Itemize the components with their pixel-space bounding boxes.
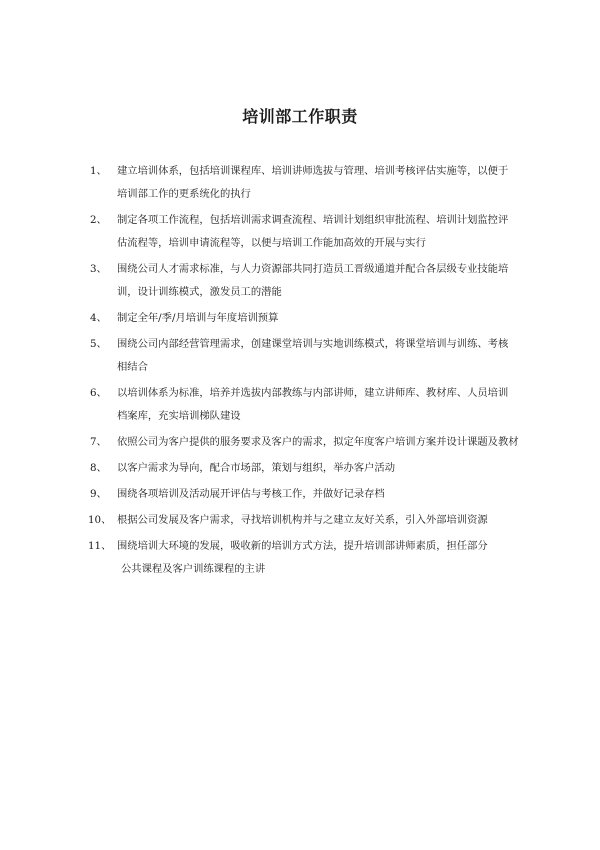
list-item bbox=[90, 535, 530, 581]
list-item-number: 1、 bbox=[90, 165, 107, 177]
list-item-number: 11、 bbox=[88, 540, 112, 552]
list-item-text: 围绕培训大环境的发展，吸收新的培训方式方法，提升培训部讲师素质，担任部分 bbox=[117, 540, 488, 552]
list-item bbox=[90, 333, 530, 379]
list-item bbox=[90, 457, 530, 480]
list-item-number: 2、 bbox=[90, 214, 107, 226]
list-item-number: 6、 bbox=[90, 387, 107, 399]
list-item-number: 5、 bbox=[90, 338, 107, 350]
list-item-number: 10、 bbox=[88, 514, 112, 526]
list-item-number: 3、 bbox=[90, 263, 107, 275]
list-item-text: 围绕各项培训及活动展开评估与考核工作，并做好记录存档 bbox=[117, 488, 385, 500]
list-item-text: 培训部工作的更系统化的执行 bbox=[117, 188, 251, 200]
list-item-text: 围绕公司人才需求标准，与人力资源部共同打造员工晋级通道并配合各层级专业技能培 bbox=[117, 263, 509, 275]
list-item bbox=[90, 258, 530, 304]
list-item-text: 制定各项工作流程，包括培训需求调查流程、培训计划组织审批流程、培训计划监控评 bbox=[117, 214, 509, 226]
list-item bbox=[90, 483, 530, 506]
list-item-text: 档案库，充实培训梯队建设 bbox=[117, 410, 241, 422]
page-title: 培训部工作职责 bbox=[242, 107, 358, 126]
list-item-number: 4、 bbox=[90, 312, 107, 324]
list-item-text: 制定全年/季/月培训与年度培训预算 bbox=[117, 312, 279, 324]
list-item-text: 以客户需求为导向，配合市场部，策划与组织，举办客户活动 bbox=[117, 462, 396, 474]
list-item-text: 建立培训体系，包括培训课程库、培训讲师选拔与管理、培训考核评估实施等，以便于 bbox=[117, 165, 509, 177]
list-item-number: 8、 bbox=[90, 462, 107, 474]
list-item-text: 根据公司发展及客户需求，寻找培训机构并与之建立友好关系，引入外部培训资源 bbox=[117, 514, 488, 526]
list-item bbox=[90, 431, 530, 454]
list-item bbox=[90, 509, 530, 532]
list-item bbox=[90, 209, 530, 255]
list-item-text: 依照公司为客户提供的服务要求及客户的需求，拟定年度客户培训方案并设计课题及教材 bbox=[117, 436, 519, 448]
list-item bbox=[90, 382, 530, 428]
list-item-number: 9、 bbox=[90, 488, 107, 500]
duty-list bbox=[90, 160, 530, 584]
list-item-number: 7、 bbox=[90, 436, 107, 448]
list-item-text: 公共课程及客户训练课程的主讲 bbox=[121, 563, 266, 575]
list-item-text: 以培训体系为标准，培养并选拔内部教练与内部讲师，建立讲师库、教材库、人员培训 bbox=[117, 387, 509, 399]
list-item-text: 估流程等，培训申请流程等，以便与培训工作能加高效的开展与实行 bbox=[117, 237, 426, 249]
list-item-text: 训，设计训练模式，激发员工的潜能 bbox=[117, 286, 282, 298]
list-item bbox=[90, 160, 530, 206]
list-item-text: 围绕公司内部经营管理需求，创建课堂培训与实地训练模式，将课堂培训与训练、考核 bbox=[117, 338, 509, 350]
list-item bbox=[90, 307, 530, 330]
list-item-text: 相结合 bbox=[117, 361, 148, 373]
